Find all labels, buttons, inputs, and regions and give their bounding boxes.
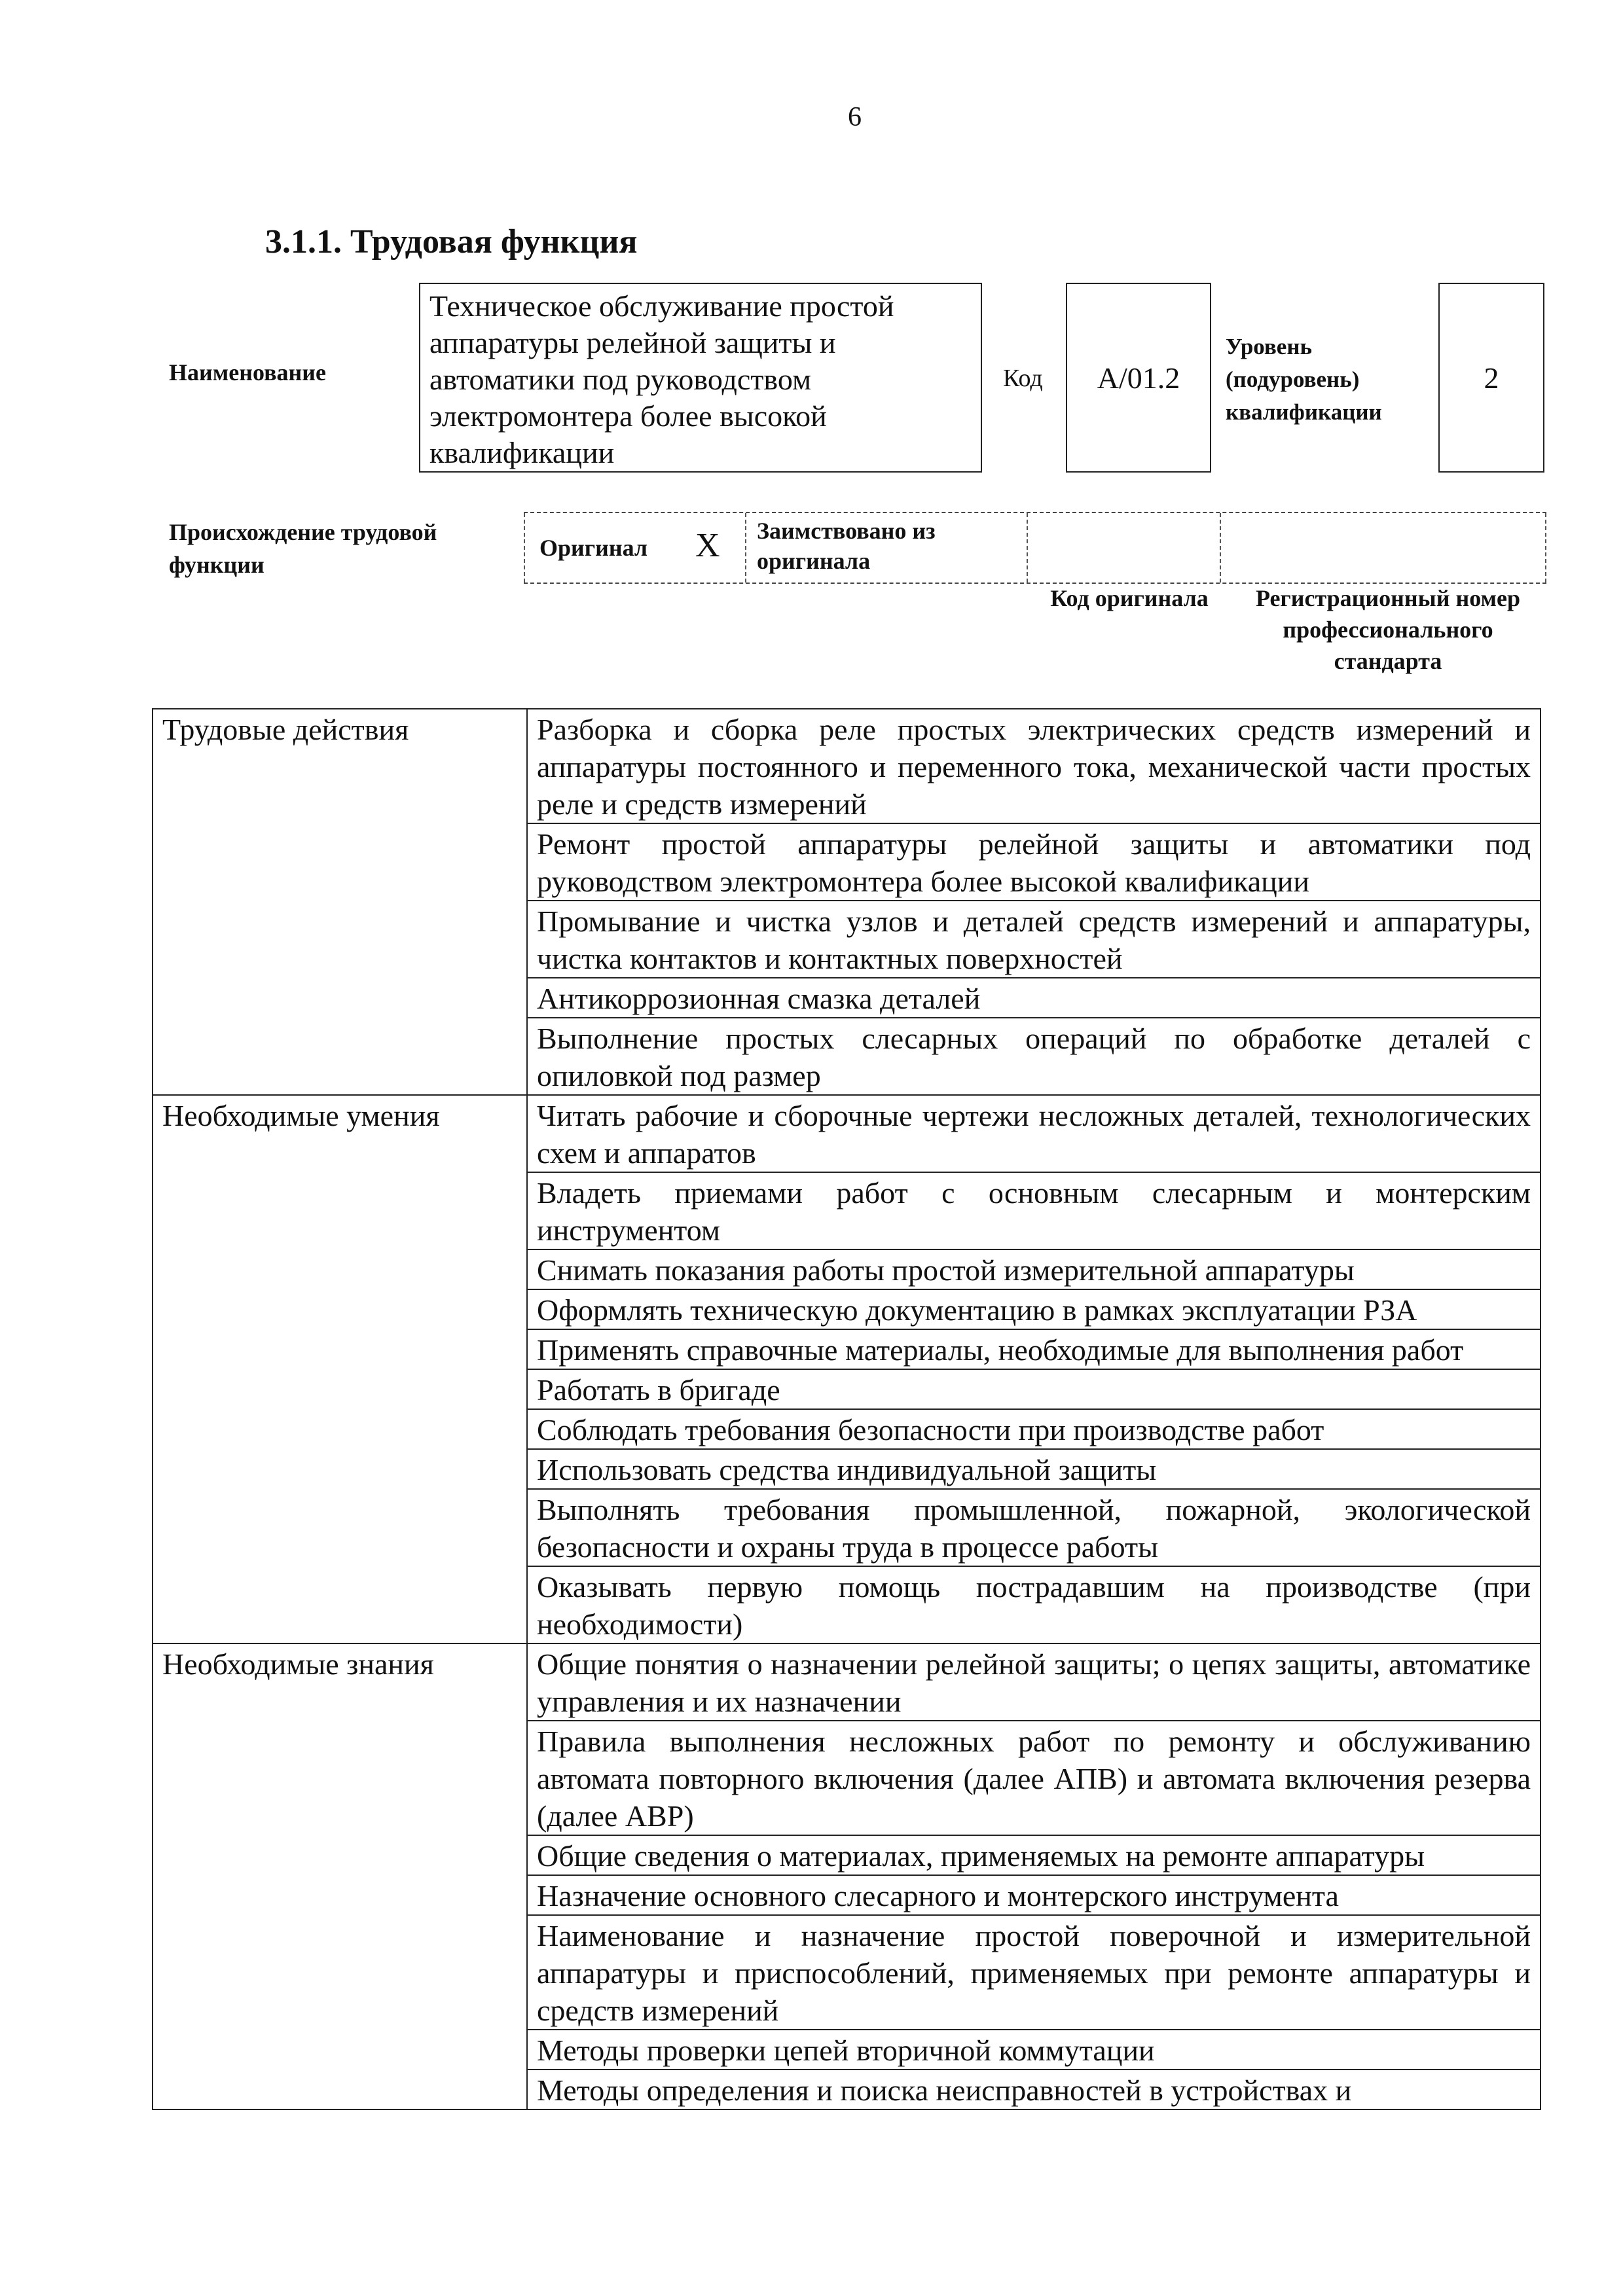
section-item: Выполнять требования промышленной, пожарной, экологической безопасности и охраны труда в процессе работы [527,1489,1541,1566]
original-label: Оригинал [539,535,648,561]
section-item: Оказывать первую помощь пострадавшим на производстве (при необходимости) [527,1566,1541,1643]
level-label-line-3: квалификации [1226,399,1382,425]
section-item: Методы определения и поиска неисправностей в устройствах и [527,2070,1541,2109]
name-value-box [419,283,982,473]
page-number: 6 [848,102,862,132]
level-value-box [1438,283,1544,473]
level-label-line-1: Уровень [1226,334,1313,359]
origin-original-cell [524,513,745,583]
code-value: А/01.2 [1097,361,1180,395]
section-item: Соблюдать требования безопасности при производстве работ [527,1409,1541,1449]
section-item: Ремонт простой аппаратуры релейной защиты и автоматики под руководством электромонтера более высокой квалификации [527,823,1541,901]
section-item: Разборка и сборка реле простых электрических средств измерений и аппаратуры постоянного и переменного тока, механической части простых реле и средств измерений [527,709,1541,823]
section-item: Промывание и чистка узлов и деталей средств измерений и аппаратуры, чистка контактов и контактных поверхностей [527,901,1541,978]
table-row [153,1095,1541,1172]
code-value-box [1066,283,1211,473]
origin-label: Происхождение трудовой функции [169,519,437,578]
section-item: Применять справочные материалы, необходимые для выполнения работ [527,1329,1541,1369]
table-row [153,709,1541,823]
level-label [1226,331,1382,429]
section-title: 3.1.1. Трудовая функция [265,223,638,260]
code-original-caption: Код оригинала [1050,585,1209,611]
name-label: Наименование [169,359,326,386]
section-item: Общие понятия о назначении релейной защиты; о цепях защиты, автоматике управления и их назначении [527,1643,1541,1721]
section-category: Трудовые действия [153,709,527,1095]
section-category: Необходимые умения [153,1095,527,1643]
section-item: Снимать показания работы простой измерительной аппаратуры [527,1249,1541,1289]
origin-row [524,512,1546,584]
section-item: Владеть приемами работ с основным слесарным и монтерским инструментом [527,1172,1541,1249]
section-item: Читать рабочие и сборочные чертежи несложных деталей, технологических схем и аппаратов [527,1095,1541,1172]
section-item: Методы проверки цепей вторичной коммутации [527,2030,1541,2070]
section-item: Антикоррозионная смазка деталей [527,978,1541,1018]
original-mark: Х [695,527,720,564]
origin-borrowed-cell [745,513,1027,583]
function-table [152,708,1541,2110]
code-label: Код [1003,365,1043,392]
name-value: Техническое обслуживание простой аппаратуры релейной защиты и автоматики под руководством электромонтера более высокой квалификации [429,289,894,469]
origin-reg-cell [1220,513,1546,583]
section-item: Общие сведения о материалах, применяемых на ремонте аппаратуры [527,1835,1541,1875]
level-label-line-2: (подуровень) [1226,367,1360,392]
reg-number-caption: Регистрационный номер профессионального стандарта [1255,585,1521,674]
borrowed-label: Заимствовано из оригинала [757,518,936,574]
section-item: Оформлять техническую документацию в рамках эксплуатации РЗА [527,1289,1541,1329]
function-table-body [153,709,1541,2109]
section-item: Выполнение простых слесарных операций по обработке деталей с опиловкой под размер [527,1018,1541,1095]
origin-code-cell [1027,513,1220,583]
section-category: Необходимые знания [153,1643,527,2109]
section-item: Работать в бригаде [527,1369,1541,1409]
table-row [153,1643,1541,1721]
section-item: Использовать средства индивидуальной защиты [527,1449,1541,1489]
section-item: Назначение основного слесарного и монтерского инструмента [527,1875,1541,1915]
level-value: 2 [1484,361,1499,395]
section-item: Наименование и назначение простой поверочной и измерительной аппаратуры и приспособлений, применяемых при ремонте аппаратуры и средств измерений [527,1915,1541,2030]
section-item: Правила выполнения несложных работ по ремонту и обслуживанию автомата повторного включения (далее АПВ) и автомата включения резерва (далее АВР) [527,1721,1541,1835]
